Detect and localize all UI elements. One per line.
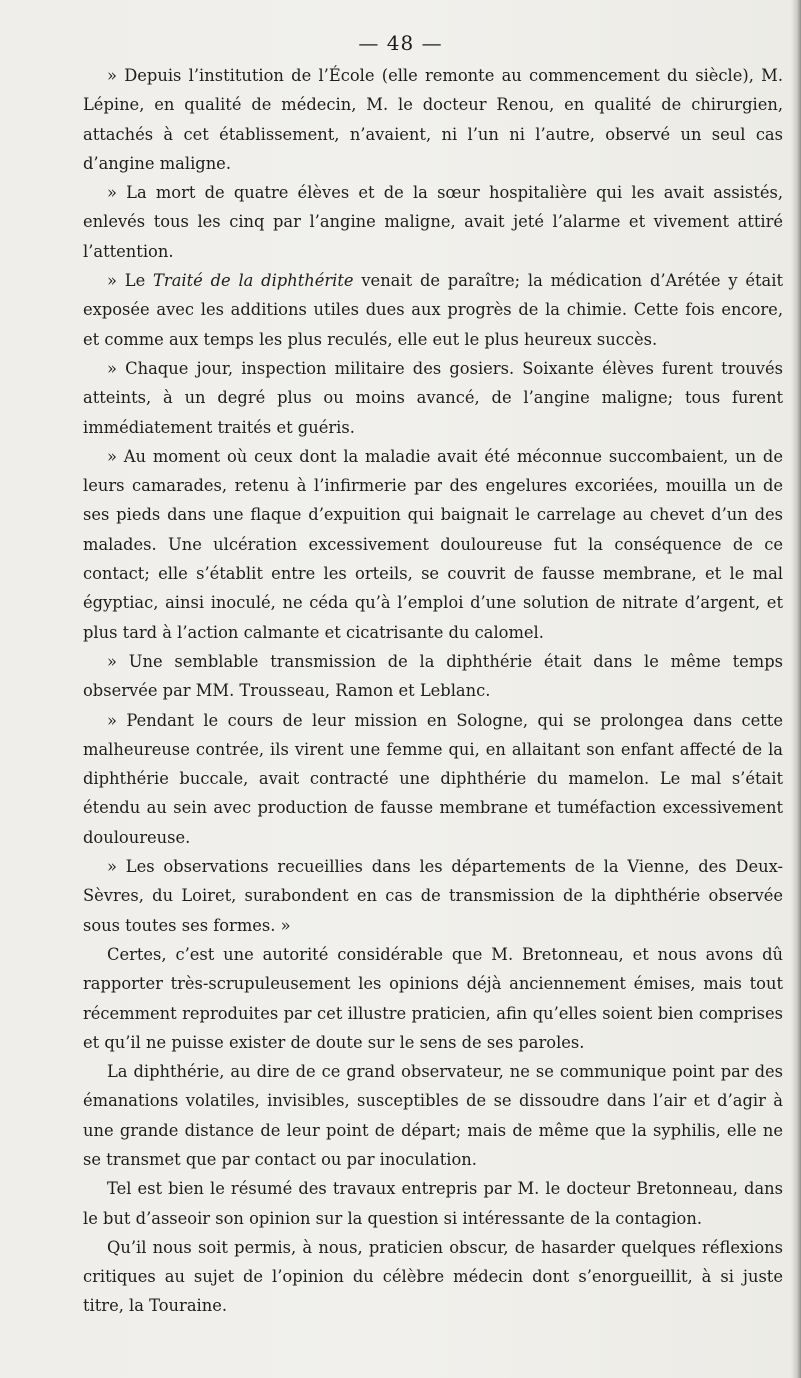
paragraph-6 [83, 647, 783, 706]
paragraph-text: Pendant le cours de leur mission en Sologne, qui se prolongea dans cette malheureuse contrée, ils virent une femme qui, en allaitant son enfant affecté de la diphthérie buccale, avait contracté une diphthérie du mamelon. Le mal s’était étendu au sein avec production de fausse membrane et tuméfaction excessivement douloureuse. [83, 710, 783, 847]
quote-mark: » [107, 183, 117, 203]
paragraph-9 [83, 940, 783, 1057]
paragraph-10 [83, 1057, 783, 1174]
paragraph-text: Depuis l’institution de l’École (elle remonte au commencement du siècle), M. Lépine, en qualité de médecin, M. le docteur Renou, en qualité de chirurgien, attachés à cet établissement, n’avaient, ni l’un ni l’autre, observé un seul cas d’angine maligne. [83, 66, 784, 173]
paragraph-11 [83, 1174, 783, 1233]
body-text [83, 61, 783, 1321]
paragraph-text: La diphthérie, au dire de ce grand observateur, ne se communique point par des émanations volatiles, invisibles, susceptibles de se dissoudre dans l’air et d’agir à une grande distance de leur point de départ; mais de même que la syphilis, elle ne se transmet que par contact ou par inoculation. [83, 1062, 783, 1169]
paragraph-text: Chaque jour, inspection militaire des gosiers. Soixante élèves furent trouvés atteints, à un degré plus ou moins avancé, de l’angine maligne; tous furent immédiatement traités et guéris. [83, 358, 783, 437]
quote-mark: » [107, 358, 117, 378]
paragraph-text-before-title: Le [124, 271, 146, 291]
quote-mark: » [107, 651, 117, 671]
paragraph-text-after-title: venait de paraître; la médication d’Arétée y était exposée avec les additions utiles dues aux progrès de la chimie. Cette fois encore, et comme aux temps les plus reculés, elle eut le plus heureux succès. [83, 271, 783, 349]
paragraph-2 [83, 178, 783, 266]
paragraph-text: Au moment où ceux dont la maladie avait été méconnue succombaient, un de leurs camarades, retenu à l’infirmerie par des engelures excoriées, mouilla un de ses pieds dans une flaque d’expuition qui baignait le carrelage au chevet d’un des malades. Une ulcération excessivement douloureuse fut la conséquence de ce contact; elle s’établit entre les orteils, se couvrit de fausse membrane, et le mal égyptiac, ainsi inoculé, ne céda qu’à l’emploi d’une solution de nitrate d’argent, et plus tard à l’action calmante et cicatrisante du calomel. [83, 446, 783, 642]
paragraph-text: Tel est bien le résumé des travaux entrepris par M. le docteur Bretonneau, dans le but d’asseoir son opinion sur la question si intéressante de la contagion. [83, 1179, 783, 1228]
paragraph-text: Certes, c’est une autorité considérable que M. Bretonneau, et nous avons dû rapporter très-scrupuleusement les opinions déjà anciennement émises, mais tout récemment reproduites par cet illustre praticien, afin qu’elles soient bien comprises et qu’il ne puisse exister de doute sur le sens de ses paroles. [83, 944, 783, 1052]
paragraph-4 [83, 354, 783, 442]
quote-mark: » [107, 446, 117, 466]
quote-mark: » [107, 66, 117, 85]
page-number: — 48 — [358, 31, 443, 55]
paragraph-8 [83, 852, 783, 940]
paragraph-text: Qu’il nous soit permis, à nous, praticien obscur, de hasarder quelques réflexions critiques au sujet de l’opinion du célèbre médecin dont s’enorgueillit, à si juste titre, la Touraine. [83, 1237, 783, 1316]
paragraph-text: Une semblable transmission de la diphthérie était dans le même temps observée par MM. Trousseau, Ramon et Leblanc. [83, 651, 783, 701]
paragraph-1 [83, 61, 783, 178]
quote-mark: » [107, 857, 117, 877]
paragraph-7 [83, 706, 783, 852]
paragraph-12 [83, 1233, 783, 1321]
paragraph-3 [83, 266, 783, 354]
paragraph-text: La mort de quatre élèves et de la sœur hospitalière qui les avait assistés, enlevés tous les cinq par l’angine maligne, avait jeté l’alarme et vivement attiré l’attention. [83, 183, 783, 261]
paragraph-5 [83, 442, 783, 647]
quote-mark: » [107, 271, 117, 291]
quote-mark: » [107, 710, 117, 730]
book-title: Traité de la diphthérite [153, 271, 354, 291]
page-edge-shadow [791, 0, 801, 1378]
paragraph-text: Les observations recueillies dans les départements de la Vienne, des Deux-Sèvres, du Loiret, surabondent en cas de transmission de la diphthérie observée sous toutes ses formes. » [83, 857, 783, 935]
